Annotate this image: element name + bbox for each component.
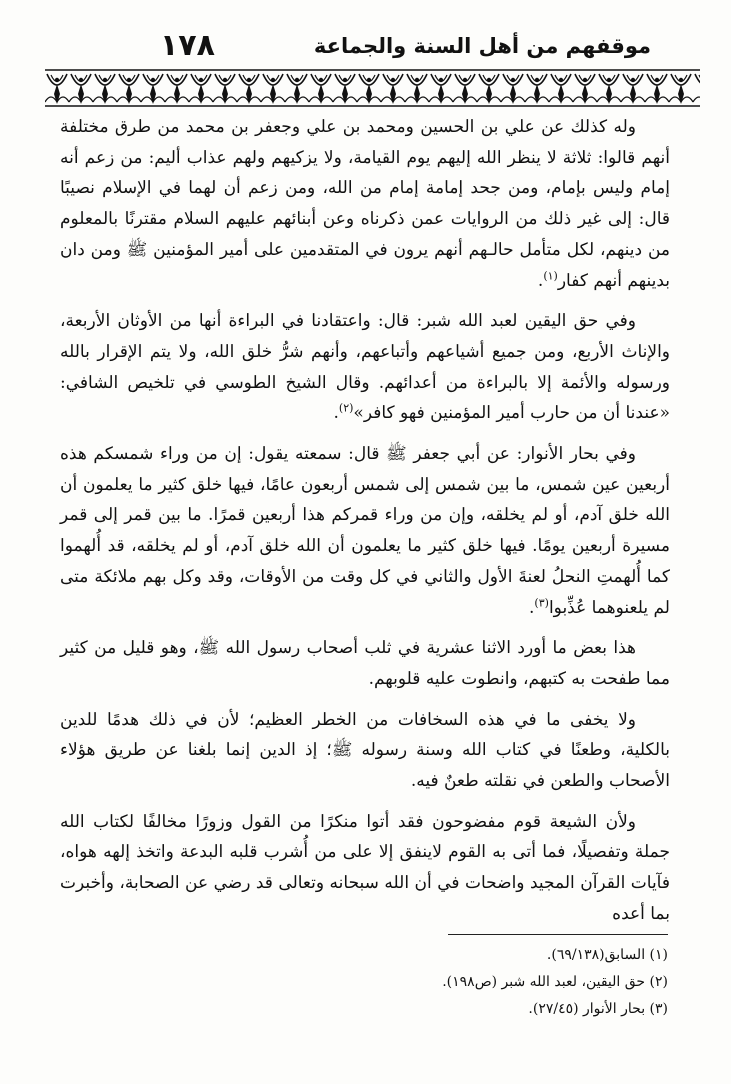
paragraph: هذا بعض ما أورد الاثنا عشرية في ثلب أصحاب رسول الله ﷺ، وهو قليل من كثير مما طفحت به كتبهم، وانطوت عليه قلوبهم. <box>60 638 670 689</box>
running-title: موقفهم من أهل السنة والجماعة <box>313 34 651 58</box>
paragraph: ولأن الشيعة قوم مفضوحون فقد أتوا منكرًا من القول وزورًا مخالفًا لكتاب الله جملة وتفصيلًا، فما أتى به القوم لاينفق إلا على من أُشرب قلبه البدعة واتخذ إلهه هواه، فآيات القرآن المجيد واضحات في أن الله سبحانه وتعالى قد رضي عن الصحابة، وأخبرت بما أعده <box>60 811 670 924</box>
footnote: (٢) حق اليقين، لعبد الله شبر (ص١٩٨). <box>442 974 668 990</box>
footnote-ref[interactable]: (١) <box>543 268 558 282</box>
page-header <box>0 0 731 110</box>
footnote-ref[interactable]: (٢) <box>338 401 354 415</box>
paragraph: وفي حق اليقين لعبد الله شبر: قال: واعتقادنا في البراءة أنها من الأوثان الأربعة، والإناث الأربع، ومن جميع أشياعهم وأتباعهم، وأنهم شرُّ خلق الله، ولا يتم الإقرار بالله ورسوله والأئمة إلا بالبراءة من أعدائهم. وقال الشيخ الطوسي في تلخيص الشافي: «عندنا أن من حارب أمير المؤمنين فهو كافر»$^{(٢)}$. <box>60 311 670 424</box>
footnote: (١) السابق(٦٩/١٣٨). <box>546 947 668 963</box>
paragraph: ولا يخفى ما في هذه السخافات من الخطر العظيم؛ لأن في ذلك هدمًا للدين بالكلية، وطعنًا في كتاب الله وسنة رسوله ﷺ؛ إذ الدين إنما بلغنا عن طريق هؤلاء الأصحاب والطعن في نقلته طعنٌ فيه. <box>60 709 670 792</box>
footnotes <box>300 942 668 1023</box>
body-text <box>60 112 670 940</box>
footnote-ref[interactable]: (٣) <box>534 595 549 609</box>
page-number: ١٧٨ <box>160 28 215 63</box>
footnote: (٣) بحار الأنوار (٢٧/٤٥). <box>528 1001 668 1017</box>
decorative-border-ornament <box>45 66 700 108</box>
footnote-divider <box>448 934 668 935</box>
paragraph: وفي بحار الأنوار: عن أبي جعفر ﷺ قال: سمعته يقول: إن من وراء شمسكم هذه أربعين عين شمس، ما بين شمس إلى شمس أربعون عامًا، فيها خلق كثير ما يعلمون أن الله خلق آدم، أو لم يخلقه، وإن من وراء قمركم هذا أربعين قمرًا. ما بين قمر إلى قمر مسيرة أربعين يومًا. فيها خلق كثير ما يعلمون أن الله خلق آدم، أو لم يخلقه، قد أُلهموا كما أُلهمتِ النحلُ لعنةَ الأول والثاني في كل وقت من الأوقات، وقد وكل بهم ملائكة متى لم يلعنوهما عُذِّبوا$^{(٣)}$. <box>60 444 670 618</box>
paragraph: وله كذلك عن علي بن الحسين ومحمد بن علي وجعفر بن محمد من طرق مختلفة أنهم قالوا: ثلاثة لا ينظر الله إليهم يوم القيامة، ولا يزكيهم ولهم عذاب أليم: من زعم أنه إمام وليس بإمام، ومن جحد إمامة إمام من الله، ومن زعم أن لهما في الإسلام نصيبًا قال: إلى غير ذلك من الروايات عمن ذكرناه وعن أبنائهم عليهم السلام مقترنًا بالمعلوم من دينهم، لكل متأمل حالـهم أنهم يرون في المتقدمين على أمير المؤمنين ﷺ ومن دان بدينهم أنهم كفار$^{(١)}$. <box>60 117 670 291</box>
